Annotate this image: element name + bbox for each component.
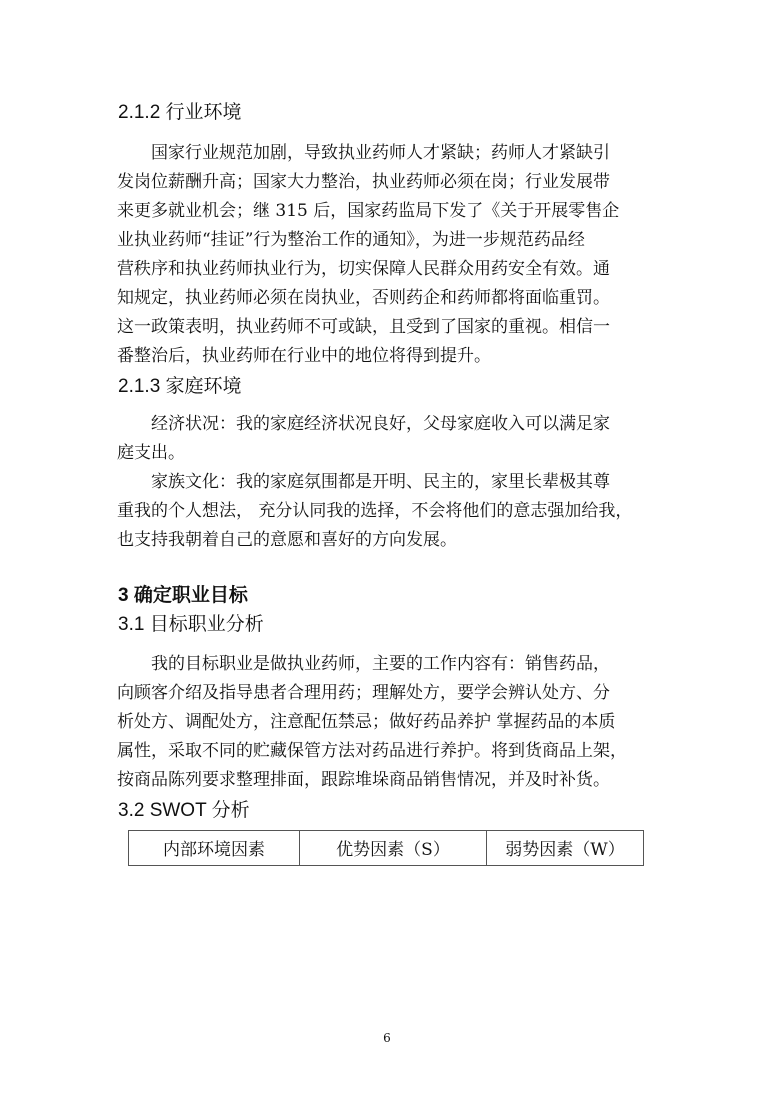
paragraph-line: 番整治后，执业药师在行业中的地位将得到提升。 bbox=[117, 346, 491, 366]
swot-table bbox=[128, 830, 644, 866]
paragraph-line: 这一政策表明，执业药师不可或缺，且受到了国家的重视。相信一 bbox=[117, 317, 610, 337]
paragraph-line: 国家行业规范加剧，导致执业药师人才紧缺；药师人才紧缺引 bbox=[151, 143, 610, 163]
section-title-3-2: 3.2 SWOT 分析 bbox=[118, 800, 250, 821]
paragraph-line: 发岗位薪酬升高；国家大力整治，执业药师必须在岗；行业发展带 bbox=[117, 172, 610, 192]
paragraph-line: 向顾客介绍及指导患者合理用药；理解处方，要学会辨认处方、分 bbox=[117, 683, 610, 703]
table-header-cell: 弱势因素（W） bbox=[487, 831, 644, 866]
paragraph-line: 也支持我朝着自己的意愿和喜好的方向发展。 bbox=[117, 530, 457, 550]
paragraph-line: 经济状况：我的家庭经济状况良好，父母家庭收入可以满足家 bbox=[151, 414, 610, 434]
paragraph-line: 我的目标职业是做执业药师，主要的工作内容有：销售药品， bbox=[151, 654, 610, 674]
paragraph-line: 知规定，执业药师必须在岗执业，否则药企和药师都将面临重罚。 bbox=[117, 288, 610, 308]
section-title-2-1-3: 2.1.3 家庭环境 bbox=[118, 376, 242, 397]
paragraph-line: 营秩序和执业药师执业行为，切实保障人民群众用药安全有效。通 bbox=[117, 259, 610, 279]
paragraph-line: 析处方、调配处方，注意配伍禁忌；做好药品养护 掌握药品的本质 bbox=[117, 712, 616, 732]
table-header-cell: 内部环境因素 bbox=[129, 831, 300, 866]
chapter-title-3: 3 确定职业目标 bbox=[118, 585, 248, 606]
paragraph-line: 业执业药师“挂证”行为整治工作的通知》，为进一步规范药品经 bbox=[117, 230, 585, 250]
table-header-cell: 优势因素（S） bbox=[300, 831, 487, 866]
paragraph-line: 按商品陈列要求整理排面，跟踪堆垛商品销售情况，并及时补货。 bbox=[117, 770, 610, 790]
section-title-3-1: 3.1 目标职业分析 bbox=[118, 614, 264, 635]
table-row bbox=[129, 831, 644, 866]
paragraph-line: 重我的个人想法， 充分认同我的选择，不会将他们的意志强加给我， bbox=[117, 501, 633, 521]
paragraph-line: 属性，采取不同的贮藏保管方法对药品进行养护。将到货商品上架， bbox=[117, 741, 627, 761]
paragraph-line: 来更多就业机会；继 315 后，国家药监局下发了《关于开展零售企 bbox=[117, 201, 620, 221]
section-title-2-1-2: 2.1.2 行业环境 bbox=[118, 102, 242, 123]
paragraph-line: 庭支出。 bbox=[117, 443, 185, 463]
paragraph-line: 家族文化：我的家庭氛围都是开明、民主的，家里长辈极其尊 bbox=[151, 472, 610, 492]
page-number: 6 bbox=[383, 1031, 391, 1045]
